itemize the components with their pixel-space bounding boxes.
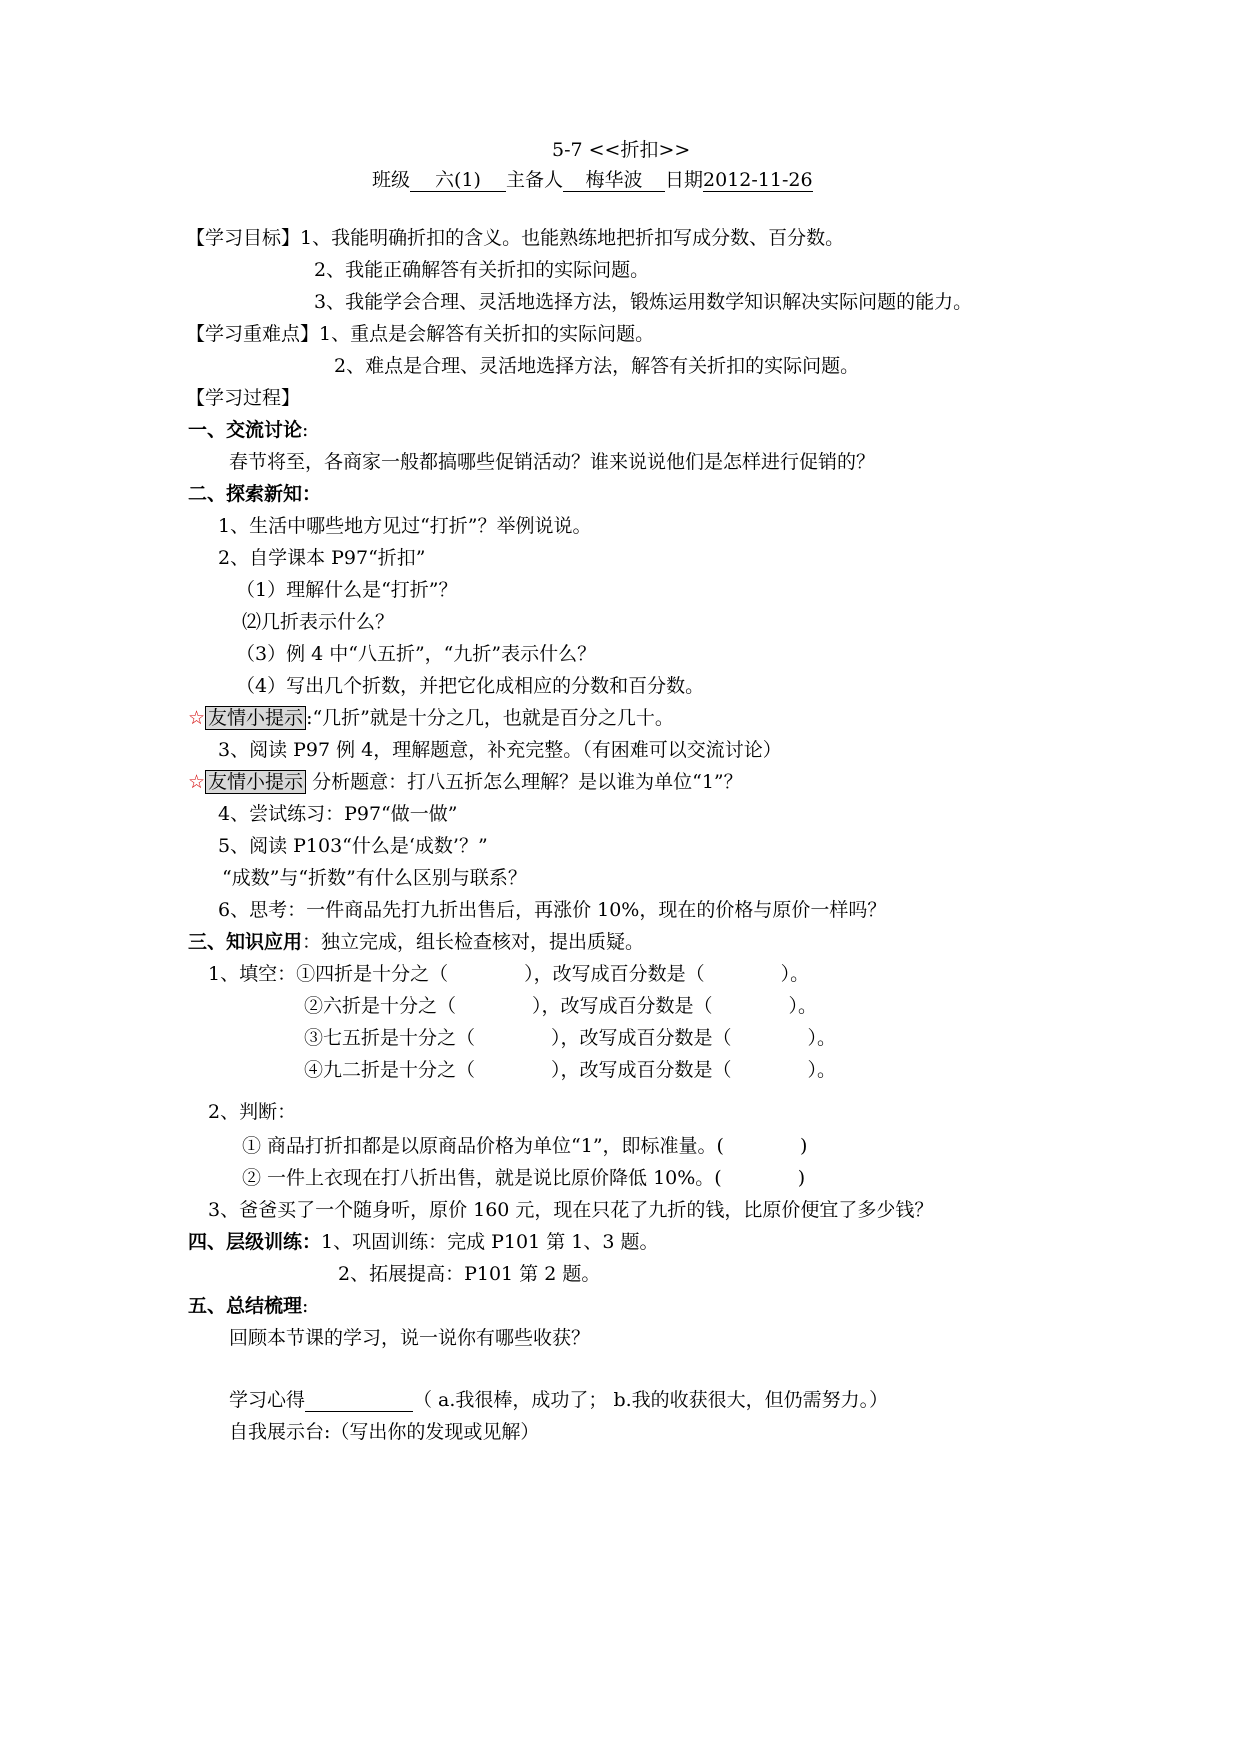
hint-line-1 — [188, 706, 674, 730]
class-value: 六(1) — [410, 169, 506, 192]
goal-item: 1、我能明确折扣的含义。也能熟练地把折扣写成分数、百分数。 — [300, 227, 845, 249]
hint-text: :“几折”就是十分之几，也就是百分之几十。 — [306, 707, 674, 729]
goal-item: 3、我能学会合理、灵活地选择方法，锻炼运用数学知识解决实际问题的能力。 — [314, 291, 973, 313]
fill-item: ③七五折是十分之（ ），改写成百分数是（ ）。 — [304, 1027, 837, 1049]
judge-item: ① 商品打折扣都是以原商品价格为单位“1”，即标准量。( ) — [242, 1135, 808, 1157]
s4-line-1: 1、巩固训练：完成 P101 第 1、3 题。 — [321, 1231, 659, 1253]
date-label: 日期 — [665, 169, 704, 191]
section-4-heading — [188, 1230, 659, 1254]
judge-label: 2、判断： — [208, 1101, 297, 1123]
gain-line — [229, 1388, 888, 1412]
keypoint-item: 2、难点是合理、灵活地选择方法，解答有关折扣的实际问题。 — [334, 355, 860, 377]
fill-item: ①四折是十分之（ ），改写成百分数是（ ）。 — [296, 963, 810, 985]
fill-item: ②六折是十分之（ ），改写成百分数是（ ）。 — [304, 995, 818, 1017]
section-5-heading — [188, 1294, 308, 1318]
class-label: 班级 — [372, 169, 411, 191]
section-1-title: 一、交流讨论 — [188, 419, 303, 441]
judge-item: ② 一件上衣现在打八折出售，就是说比原价降低 10%。( ) — [242, 1167, 806, 1189]
section-3-intro: 独立完成，组长检查核对，提出质疑。 — [321, 931, 645, 953]
section-1-heading — [188, 418, 308, 442]
page-title: 5-7 <<折扣>> — [552, 139, 691, 161]
hint-label: 友情小提示 — [205, 770, 306, 794]
section-5-text: 回顾本节课的学习，说一说你有哪些收获？ — [229, 1327, 591, 1349]
section-1-text: 春节将至，各商家一般都搞哪些促销活动？谁来说说他们是怎样进行促销的？ — [229, 451, 876, 473]
s2-line-6: 6、思考：一件商品先打九折出售后，再涨价 10%，现在的价格与原价一样吗？ — [218, 899, 887, 921]
s2-question-1: （1）理解什么是“打折”？ — [236, 579, 458, 601]
goals-label: 【学习目标】 — [186, 227, 301, 249]
s2-question-4: （4）写出几个折数，并把它化成相应的分数和百分数。 — [236, 675, 705, 697]
gain-blank[interactable] — [305, 1389, 413, 1412]
section-2-title: 二、探索新知： — [188, 483, 322, 505]
section-3-colon: ： — [302, 931, 322, 953]
date-value: 2012-11-26 — [703, 169, 813, 191]
hint-text: 分析题意：打八五折怎么理解？是以谁为单位“1”？ — [306, 771, 743, 793]
s3-question-3: 3、爸爸买了一个随身听，原价 160 元，现在只花了九折的钱，比原价便宜了多少钱？ — [208, 1199, 934, 1221]
section-3-title: 三、知识应用 — [188, 931, 303, 953]
section-4-title: 四、层级训练： — [188, 1231, 322, 1253]
fill-item: ④九二折是十分之（ ），改写成百分数是（ ）。 — [304, 1059, 837, 1081]
s2-line-1: 1、生活中哪些地方见过“打折”？举例说说。 — [218, 515, 592, 537]
s2-line-3: 3、阅读 P97 例 4，理解题意，补充完整。（有困难可以交流讨论） — [218, 739, 782, 761]
show-line: 自我展示台:（写出你的发现或见解） — [229, 1421, 540, 1443]
keypoints-label: 【学习重难点】 — [186, 323, 320, 345]
s2-line-4: 4、尝试练习：P97“做一做” — [218, 803, 458, 825]
preparer-label: 主备人 — [506, 169, 564, 191]
s2-line-2: 2、自学课本 P97“折扣” — [218, 547, 426, 569]
s2-line-5b: “成数”与“折数”有什么区别与联系？ — [222, 867, 527, 889]
hint-label: 友情小提示 — [205, 706, 306, 730]
s4-line-2: 2、拓展提高：P101 第 2 题。 — [338, 1263, 601, 1285]
star-icon: ☆ — [188, 771, 206, 793]
header-line — [372, 168, 813, 192]
section-1-colon: : — [302, 419, 309, 441]
hint-line-2 — [188, 770, 743, 794]
gain-label: 学习心得 — [229, 1389, 306, 1411]
section-5-title: 五、总结梳理 — [188, 1295, 303, 1317]
gain-options: （ a.我很棒，成功了； b.我的收获很大，但仍需努力。） — [413, 1389, 889, 1411]
fill-label: 1、填空： — [208, 963, 297, 985]
star-icon: ☆ — [188, 707, 206, 729]
section-3-heading — [188, 930, 644, 954]
keypoint-item: 1、重点是会解答有关折扣的实际问题。 — [319, 323, 655, 345]
keypoints-line-1 — [186, 322, 654, 346]
preparer-value: 梅华波 — [563, 169, 665, 192]
s2-question-2: ⑵几折表示什么？ — [242, 611, 395, 633]
goals-line-1 — [186, 226, 844, 250]
section-5-colon: : — [302, 1295, 309, 1317]
s2-question-3: （3）例 4 中“八五折”，“九折”表示什么？ — [236, 643, 597, 665]
s2-line-5: 5、阅读 P103“什么是‘成数’？” — [218, 835, 488, 857]
goal-item: 2、我能正确解答有关折扣的实际问题。 — [314, 259, 650, 281]
process-label: 【学习过程】 — [186, 387, 301, 409]
fill-line-1 — [208, 962, 809, 986]
